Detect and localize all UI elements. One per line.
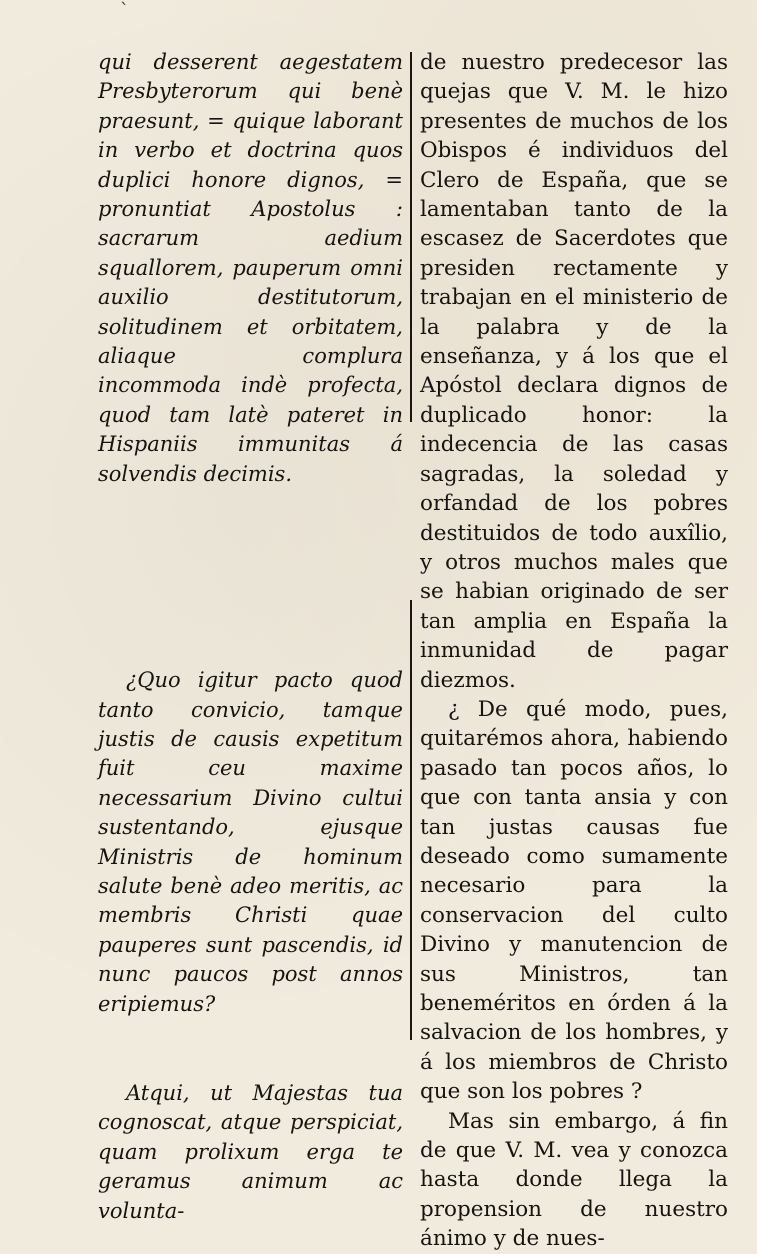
spanish-paragraph-1: de nuestro predecesor las quejas que V. M. le hizo presentes de muchos de los Obispos é individuos del Clero de España, que se lamentaban tanto de la escasez de Sacerdotes que presiden rectamente y trabajan en el ministerio de la palabra y de la enseñanza, y á los que el Apóstol declara dignos de duplicado honor: la indecencia de las casas sagradas, la soledad y orfandad de los pobres destituidos de todo auxîlio, y otros muchos males que se habian originado de ser tan amplia en España la inmunidad de pagar diezmos. (420, 50, 728, 693)
spanish-paragraph-2: ¿ De qué modo, pues, quitarémos ahora, habiendo pasado tan pocos años, lo que con tanta ansia y con tan justas causas fue deseado como sumamente necesario para la conservacion del culto Divino y manutencion de sus Ministros, tan beneméritos en órden á la salvacion de los hombres, y á los miembros de Christo que son los pobres ? (420, 696, 728, 1105)
latin-gap-2 (98, 1019, 403, 1079)
column-divider-bottom (410, 600, 412, 1040)
latin-paragraph-1: qui desserent aegestatem Presbyterorum qui benè praesunt, = quique laborant in verbo et doctrina quos duplici honore dignos, = pronuntiat Apostolus : sacrarum aedium squallorem, pauperum omni auxilio destitutorum, solitudinem et orbitatem, aliaque complura incommoda indè profecta, quod tam latè pateret in Hispaniis immunitas á solvendis decimis. (98, 50, 403, 486)
latin-gap-1 (98, 489, 403, 666)
spanish-paragraph-3: Mas sin embargo, á fin de que V. M. vea y conozca hasta donde llega la propension de nuestro ánimo y de nues- (420, 1108, 728, 1252)
latin-paragraph-3: Atqui, ut Majestas tua cognoscat, atque perspiciat, quam prolixum erga te geramus animum ac volunta- (98, 1080, 403, 1223)
latin-column (98, 48, 403, 1226)
column-divider-top (410, 52, 412, 422)
latin-paragraph-2: ¿Quo igitur pacto quod tanto convicio, tamque justis de causis expetitum fuit ceu maxime necessarium Divino cultui sustentando, ejusque Ministris de hominum salute benè adeo meritis, ac membris Christi quae pauperes sunt pascendis, id nunc paucos post annos eripiemus? (98, 668, 403, 1016)
spanish-column (420, 48, 728, 1254)
page-corner-mark: ˋ (120, 0, 129, 21)
